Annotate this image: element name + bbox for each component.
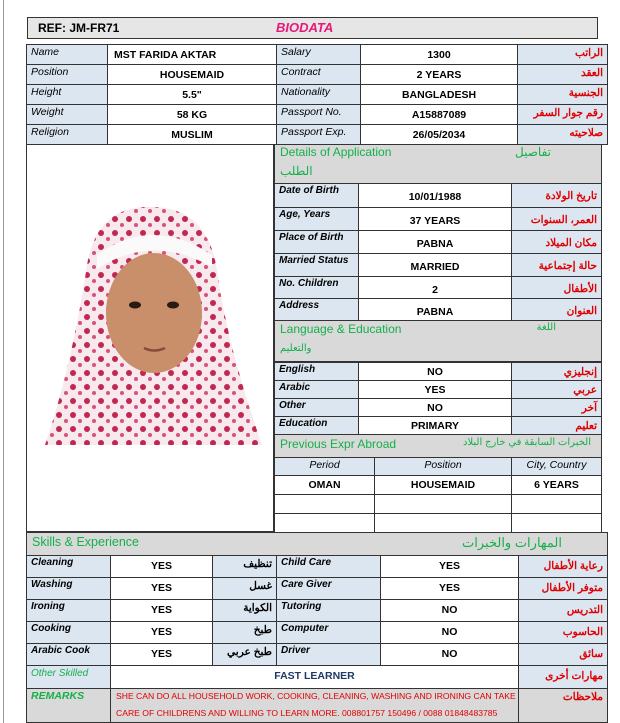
- experience-cell: 6 YEARS: [511, 475, 602, 495]
- arabic-label: الجنسية: [517, 84, 608, 105]
- column-header: Period: [274, 457, 375, 476]
- skill-label: Care Giver: [276, 577, 381, 600]
- section-title: Skills & Experience: [32, 535, 139, 549]
- field-label: Position: [26, 64, 108, 85]
- arabic-label: إنجليزي: [511, 362, 602, 381]
- section-title-arabic: الخبرات السابقة في خارج البلاد: [462, 437, 591, 448]
- section-title-arabic: والتعليم: [280, 343, 312, 354]
- field-label: Passport Exp.: [276, 124, 361, 145]
- header-bar: [27, 17, 598, 39]
- field-value: 5.5": [107, 84, 277, 105]
- field-label: Education: [274, 416, 359, 435]
- arabic-label: الراتب: [517, 44, 608, 65]
- field-label: English: [274, 362, 359, 381]
- experience-cell: [374, 513, 512, 533]
- other-skilled-arabic: مهارات أخرى: [518, 665, 608, 689]
- field-label: Nationality: [276, 84, 361, 105]
- field-value: HOUSEMAID: [107, 64, 277, 85]
- column-header: City, Country: [511, 457, 602, 476]
- arabic-label: عربي: [511, 380, 602, 399]
- skill-value: YES: [380, 555, 519, 578]
- skill-arabic: الحاسوب: [518, 621, 608, 644]
- section-details-of-application: [274, 144, 602, 184]
- skill-value: YES: [110, 643, 213, 666]
- skill-value: NO: [380, 599, 519, 622]
- skill-value: NO: [380, 643, 519, 666]
- skill-label: Child Care: [276, 555, 381, 578]
- field-label: Age, Years: [274, 207, 359, 231]
- field-value: 2: [358, 276, 512, 299]
- experience-cell: [511, 513, 602, 533]
- page-border: [3, 0, 4, 723]
- field-label: Passport No.: [276, 104, 361, 125]
- arabic-label: صلاحيته: [517, 124, 608, 145]
- skill-value: NO: [380, 621, 519, 644]
- field-value: YES: [358, 380, 512, 399]
- experience-cell: OMAN: [274, 475, 375, 495]
- section-title: Language & Education: [280, 322, 402, 336]
- arabic-label: مكان الميلاد: [511, 230, 602, 254]
- skill-value: YES: [110, 621, 213, 644]
- field-label: Address: [274, 298, 359, 321]
- arabic-label: رقم جوار السفر: [517, 104, 608, 125]
- arabic-label: العقد: [517, 64, 608, 85]
- skill-label: Driver: [276, 643, 381, 666]
- skill-value: YES: [380, 577, 519, 600]
- arabic-label: تاريخ الولادة: [511, 183, 602, 208]
- field-label: Weight: [26, 104, 108, 125]
- skill-value: YES: [110, 599, 213, 622]
- skill-arabic: سائق: [518, 643, 608, 666]
- field-value: PRIMARY: [358, 416, 512, 435]
- field-value: NO: [358, 362, 512, 381]
- skill-label: Arabic Cook: [26, 643, 111, 666]
- arabic-label: حالة إجتماعية: [511, 253, 602, 277]
- field-value: PABNA: [358, 298, 512, 321]
- field-label: Contract: [276, 64, 361, 85]
- field-value: 26/05/2034: [360, 124, 518, 145]
- skill-arabic: رعاية الأطفال: [518, 555, 608, 578]
- field-value: A15887089: [360, 104, 518, 125]
- experience-cell: [511, 494, 602, 514]
- field-value: MUSLIM: [107, 124, 277, 145]
- remarks-label: REMARKS: [26, 688, 111, 723]
- experience-cell: [274, 494, 375, 514]
- skill-label: Tutoring: [276, 599, 381, 622]
- field-value: MST FARIDA AKTAR: [107, 44, 277, 65]
- skill-label: Computer: [276, 621, 381, 644]
- field-label: Place of Birth: [274, 230, 359, 254]
- skill-label: Ironing: [26, 599, 111, 622]
- field-label: Name: [26, 44, 108, 65]
- section-title-arabic: تفاصيل: [515, 145, 551, 159]
- experience-cell: HOUSEMAID: [374, 475, 512, 495]
- field-value: 10/01/1988: [358, 183, 512, 208]
- section-language-education: [274, 320, 602, 362]
- section-title-arabic: الطلب: [280, 164, 313, 178]
- section-title-arabic: المهارات والخبرات: [462, 535, 562, 550]
- field-value: PABNA: [358, 230, 512, 254]
- field-label: Height: [26, 84, 108, 105]
- other-skilled-value: FAST LEARNER: [110, 665, 519, 689]
- section-title: Details of Application: [280, 145, 392, 159]
- column-header: Position: [374, 457, 512, 476]
- experience-cell: [374, 494, 512, 514]
- section-skills-experience: [26, 532, 608, 556]
- skill-arabic: طبخ عربي: [212, 643, 277, 666]
- skill-label: Cleaning: [26, 555, 111, 578]
- field-label: No. Children: [274, 276, 359, 299]
- experience-cell: [274, 513, 375, 533]
- field-value: MARRIED: [358, 253, 512, 277]
- field-value: 58 KG: [107, 104, 277, 125]
- arabic-label: آخر: [511, 398, 602, 417]
- section-title-arabic: اللغة: [536, 322, 556, 333]
- field-value: 2 YEARS: [360, 64, 518, 85]
- field-label: Date of Birth: [274, 183, 359, 208]
- skill-arabic: طبخ: [212, 621, 277, 644]
- skill-arabic: التدريس: [518, 599, 608, 622]
- remarks-line: SHE CAN DO ALL HOUSEHOLD WORK, COOKING, CLEANING, WASHING AND IRONING CAN TAKE: [116, 691, 516, 701]
- remarks-arabic: ملاحظات: [518, 688, 608, 723]
- arabic-label: تعليم: [511, 416, 602, 435]
- arabic-label: العمر، السنوات: [511, 207, 602, 231]
- remarks-text: [110, 688, 519, 723]
- skill-arabic: متوفر الأطفال: [518, 577, 608, 600]
- candidate-photo: [26, 144, 274, 532]
- field-label: Arabic: [274, 380, 359, 399]
- skill-label: Washing: [26, 577, 111, 600]
- field-label: Salary: [276, 44, 361, 65]
- skill-arabic: الكواية: [212, 599, 277, 622]
- field-label: Other: [274, 398, 359, 417]
- skill-label: Cooking: [26, 621, 111, 644]
- field-value: 1300: [360, 44, 518, 65]
- remarks-line: CARE OF CHILDRENS AND WILLING TO LEARN MORE. 008801757 150496 / 0088 01848483785: [116, 708, 498, 718]
- section-title: Previous Expr Abroad: [280, 437, 397, 451]
- arabic-label: العنوان: [511, 298, 602, 321]
- field-label: Married Status: [274, 253, 359, 277]
- field-value: NO: [358, 398, 512, 417]
- section-previous-experience: [274, 434, 602, 458]
- skill-value: YES: [110, 577, 213, 600]
- skill-arabic: تنظيف: [212, 555, 277, 578]
- reference-number: REF: JM-FR71: [38, 21, 120, 35]
- other-skilled-label: Other Skilled: [26, 665, 111, 689]
- document-title: BIODATA: [276, 20, 334, 35]
- field-value: BANGLADESH: [360, 84, 518, 105]
- field-label: Religion: [26, 124, 108, 145]
- arabic-label: الأطفال: [511, 276, 602, 299]
- skill-value: YES: [110, 555, 213, 578]
- skill-arabic: غسل: [212, 577, 277, 600]
- field-value: 37 YEARS: [358, 207, 512, 231]
